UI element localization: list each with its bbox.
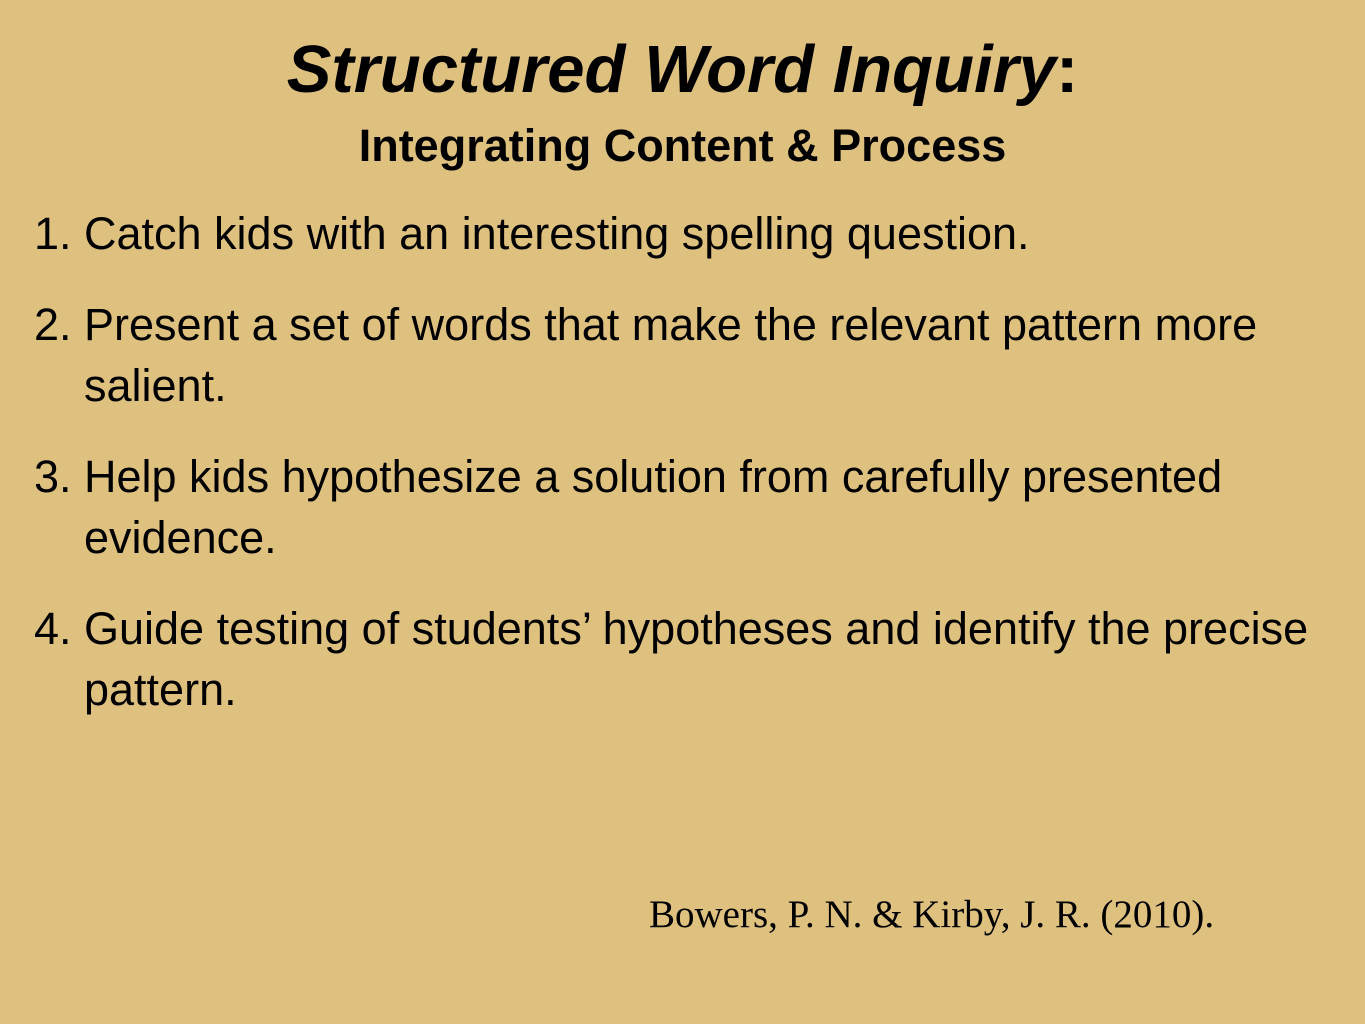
- step-number: 1.: [34, 208, 72, 259]
- step-text: Help kids hypothesize a solution from carefully presented evidence.: [84, 451, 1223, 563]
- step-item-4: [34, 598, 1334, 720]
- slide-title-colon: :: [1055, 32, 1079, 107]
- step-item-1: [34, 203, 1334, 264]
- step-text: Present a set of words that make the relevant pattern more salient.: [84, 299, 1258, 411]
- step-item-3: [34, 446, 1334, 568]
- step-text: Guide testing of students’ hypotheses and identify the precise pattern.: [84, 603, 1309, 715]
- citation: Bowers, P. N. & Kirby, J. R. (2010).: [649, 893, 1215, 936]
- step-number: 2.: [34, 299, 72, 350]
- step-number: 3.: [34, 451, 72, 502]
- steps-list: [34, 203, 1334, 750]
- slide-title-main: Structured Word Inquiry: [286, 32, 1056, 107]
- step-text: Catch kids with an interesting spelling question.: [84, 208, 1030, 259]
- slide-title: [0, 30, 1365, 110]
- slide-subtitle: Integrating Content & Process: [358, 120, 1007, 171]
- step-item-2: [34, 294, 1334, 416]
- step-number: 4.: [34, 603, 72, 654]
